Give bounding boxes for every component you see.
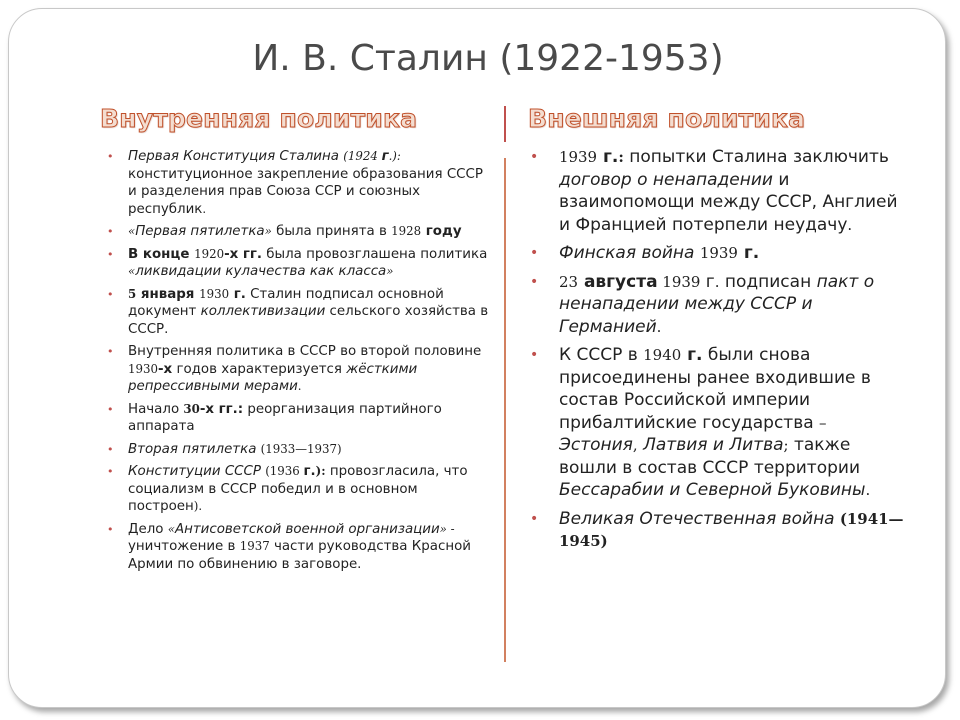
text-run: реорганизация партийного аппарата — [128, 401, 442, 434]
text-run: - — [446, 521, 455, 536]
foreign-policy-item — [530, 344, 910, 502]
text-run: Великая Отечественная война — [559, 508, 835, 529]
text-run: В конце — [128, 246, 195, 262]
text-run: » — [439, 521, 447, 536]
text-run: Внутренняя политика в СССР во второй половине — [128, 344, 482, 359]
bullet-icon: • — [107, 465, 114, 478]
text-run: , — [632, 436, 638, 454]
bullet-icon: • — [530, 149, 539, 165]
text-run: Эстония — [559, 435, 633, 455]
text-run: коллективизации — [200, 304, 326, 319]
foreign-policy-item — [530, 146, 910, 236]
text-run: « — [128, 264, 136, 278]
heading-domestic-policy: Внутренняя политика — [100, 104, 418, 133]
domestic-policy-item — [107, 223, 493, 241]
text-run: . — [297, 379, 302, 393]
domestic-policy-item — [107, 343, 493, 396]
text-run: г — [381, 149, 389, 164]
text-run: . — [865, 481, 871, 499]
text-run: части руководства Красной Армии по обвинению в заговоре. — [128, 539, 471, 572]
foreign-policy-item — [530, 508, 910, 553]
text-run: (1924 — [343, 149, 382, 163]
text-run: жёсткими репрессивными мерами — [128, 361, 418, 394]
text-run: г. — [681, 345, 703, 365]
text-run: попытки Сталина заключить — [623, 147, 889, 167]
text-run: 1920 — [194, 246, 225, 261]
text-run: также вошли в состав СССР территории — [559, 435, 861, 478]
divider-line-main — [504, 158, 506, 662]
text-run: уничтожение в — [128, 539, 240, 554]
text-run: . — [714, 272, 720, 291]
text-run: Первая Конституция Сталина — [128, 149, 344, 164]
text-run: – — [819, 413, 827, 432]
bullet-icon: • — [107, 225, 114, 238]
text-run: Сталин подписал основной документ — [128, 286, 444, 319]
text-run: г. — [229, 286, 246, 302]
text-run: ликвидации кулачества как класса — [135, 264, 387, 279]
bullet-icon: • — [107, 150, 114, 163]
text-run: г. — [737, 243, 760, 263]
text-run: Финская война — [559, 243, 700, 263]
bullet-icon: • — [107, 522, 114, 536]
bullet-icon: • — [107, 402, 114, 416]
text-run: была провозглашена политика — [262, 246, 488, 262]
domestic-policy-item — [107, 286, 493, 339]
text-run: году — [421, 224, 462, 239]
heading-foreign-policy: Внешняя политика — [528, 104, 806, 133]
text-run: .): — [388, 149, 401, 163]
bullet-icon: • — [107, 247, 114, 261]
text-run: провозгласила, что социализм в СССР победил и в основном построен — [128, 464, 468, 514]
foreign-policy-item — [530, 242, 910, 265]
domestic-policy-item — [107, 246, 493, 281]
text-run: 1928 — [391, 224, 422, 238]
text-run: была принята в — [271, 224, 392, 239]
text-run: г. — [597, 147, 619, 167]
text-run: пакт о ненападении между СССР и Германией — [559, 271, 875, 337]
text-run: « — [167, 521, 175, 536]
text-run: 1930 — [199, 286, 230, 301]
bullet-icon: • — [530, 510, 539, 527]
text-run: и взаимопомощи между СССР, Англией и Францией потерпели неудачу — [559, 169, 898, 235]
bullet-icon: • — [530, 347, 539, 363]
text-run: Первая пятилетка — [135, 224, 265, 239]
text-run: » — [386, 264, 394, 278]
foreign-policy-item — [530, 271, 910, 339]
text-run: Конституции СССР — [128, 464, 266, 479]
text-run: ): — [315, 464, 326, 478]
text-run: Латвия и Литва — [637, 435, 784, 455]
domestic-policy-item — [107, 148, 493, 218]
bullet-icon: • — [107, 345, 114, 358]
text-run: 1940 — [643, 346, 682, 364]
text-run: -х гг. — [224, 246, 262, 262]
bullet-icon: • — [530, 273, 539, 290]
text-run: ; — [783, 436, 789, 454]
text-run: 30 — [183, 401, 200, 416]
text-run: января — [136, 286, 200, 302]
text-run: -х — [157, 361, 173, 377]
text-run: 1939 — [559, 148, 598, 166]
text-run: -х гг.: — [199, 401, 244, 417]
text-run: Дело — [128, 521, 168, 537]
text-run: сельского хозяйства в СССР. — [128, 304, 489, 337]
text-run: августа — [578, 271, 658, 292]
text-run: договор о ненападении — [559, 169, 773, 190]
text-run: Начало — [128, 401, 184, 417]
text-run: Вторая пятилетка — [128, 441, 261, 457]
text-run: » — [264, 224, 272, 238]
foreign-policy-list — [530, 146, 910, 559]
domestic-policy-item — [107, 463, 493, 516]
text-run: . — [656, 317, 662, 336]
text-run: (1933—1937) — [260, 441, 342, 456]
text-run: конституционное закрепление образования СССР и разделения прав Союза ССР и союзных республик — [128, 166, 483, 217]
text-run: г — [700, 271, 715, 292]
domestic-policy-item — [107, 441, 493, 459]
text-run: : — [618, 148, 624, 166]
text-run: 1930 — [128, 361, 158, 376]
text-run: г. — [303, 464, 316, 479]
text-run: ). — [193, 499, 203, 513]
domestic-policy-list — [107, 148, 493, 578]
text-run: . — [202, 201, 207, 216]
text-run: подписан — [719, 271, 817, 292]
text-run: 23 — [559, 272, 579, 291]
text-run: Антисоветской военной организации — [174, 521, 440, 537]
slide-title: И. В. Сталин (1922-1953) — [252, 38, 724, 79]
text-run: 1939 — [657, 272, 701, 291]
bullet-icon: • — [107, 442, 114, 456]
column-divider — [504, 106, 510, 662]
domestic-policy-item — [107, 521, 493, 574]
bullet-icon: • — [530, 245, 539, 261]
divider-line-top — [504, 106, 506, 142]
text-run: были снова присоединены ранее входившие в состав Российской империи прибалтийские государства — [559, 345, 871, 433]
text-run: (1936 — [265, 464, 304, 478]
text-run: К СССР в — [559, 345, 644, 365]
text-run: 1939 — [699, 244, 738, 262]
text-run: . — [847, 215, 853, 234]
text-run: 1937 — [239, 539, 270, 553]
text-run: Бессарабии и Северной Буковины — [559, 480, 866, 500]
text-run: 5 — [128, 286, 137, 301]
domestic-policy-item — [107, 401, 493, 436]
text-run: « — [128, 224, 136, 238]
text-run: (1941—1945) — [559, 509, 904, 550]
text-run: годов характеризуется — [172, 361, 347, 377]
bullet-icon: • — [107, 287, 114, 301]
